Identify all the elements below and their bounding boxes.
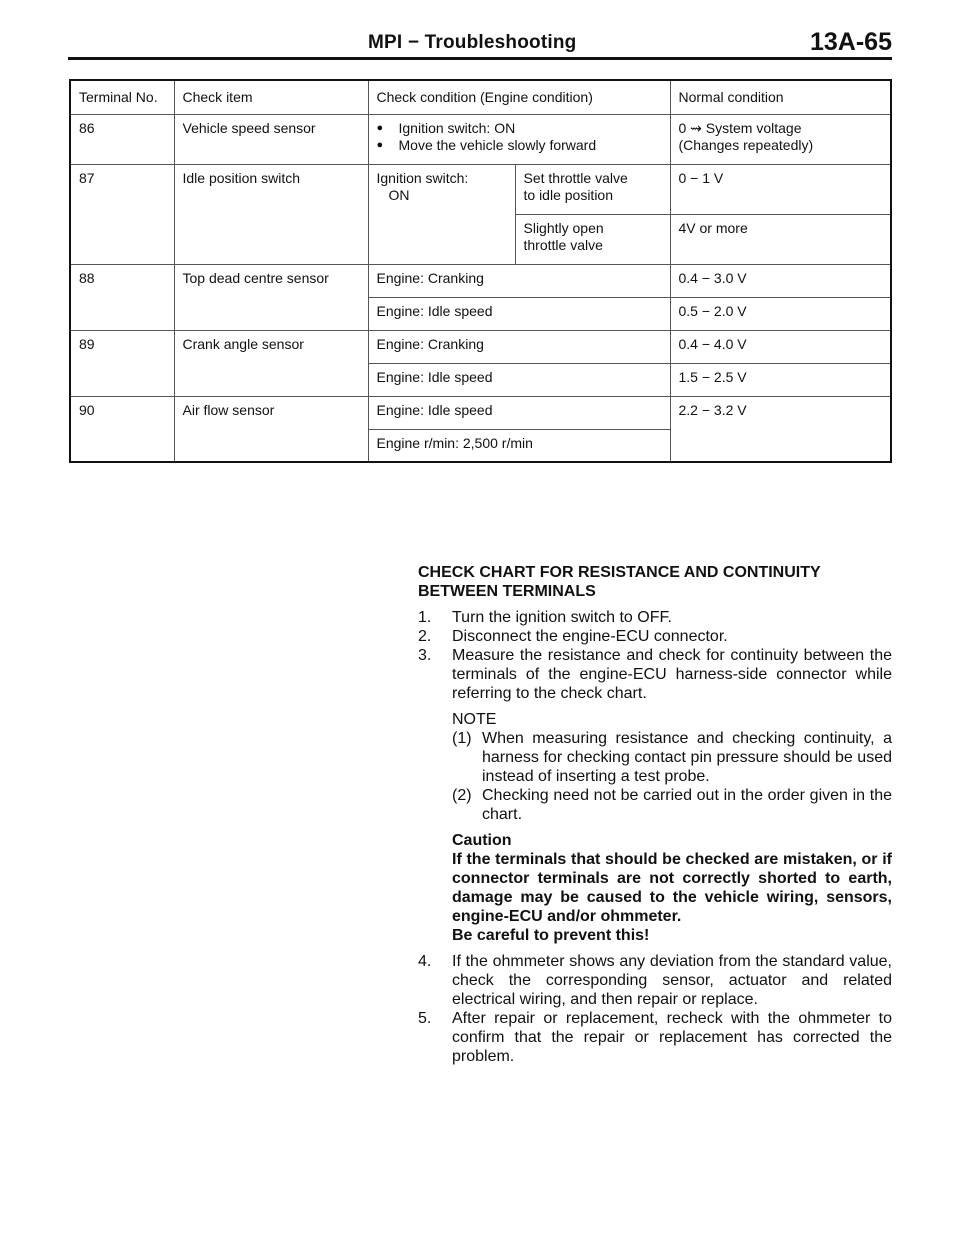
check-condition-cell: [368, 114, 670, 164]
terminal-cell: 87: [70, 164, 174, 264]
caution-label: Caution: [452, 832, 512, 849]
normal-condition-cell: 0 − 1 V: [670, 164, 891, 214]
note-text: Checking need not be carried out in the order given in the chart.: [482, 787, 892, 823]
check-condition-cell: Engine: Cranking: [368, 264, 670, 297]
note-number: (2): [452, 787, 472, 804]
normal-condition-cell: 0.4 − 3.0 V: [670, 264, 891, 297]
step-text: Turn the ignition switch to OFF.: [452, 609, 672, 626]
condition-line: ON: [388, 186, 410, 203]
normal-condition-cell: [670, 114, 891, 164]
step-number: 1.: [418, 609, 432, 626]
condition-line: to idle position: [523, 186, 614, 203]
column-header-check-condition: Check condition (Engine condition): [368, 80, 670, 114]
step-number: 2.: [418, 628, 432, 645]
table-row: [70, 396, 891, 429]
column-header-terminal: Terminal No.: [70, 80, 174, 114]
note-item: [452, 786, 892, 824]
step-text: After repair or replacement, recheck with the ohmmeter to confirm that the repair or replacement has corrected the problem.: [452, 1010, 892, 1065]
normal-condition-cell: 0.4 − 4.0 V: [670, 330, 891, 363]
heading-line: CHECK CHART FOR RESISTANCE AND CONTINUITY: [418, 564, 821, 581]
note-label: NOTE: [452, 711, 497, 728]
check-condition-cell: [368, 164, 515, 264]
check-item-cell: Vehicle speed sensor: [174, 114, 368, 164]
check-item-cell: Top dead centre sensor: [174, 264, 368, 330]
caution-text: If the terminals that should be checked are mistaken, or if connector terminals are not correctly shorted to earth, damage may be caused to the vehicle wiring, sensors, engine-ECU and/or ohmmeter.: [452, 851, 892, 925]
condition-line: Ignition switch:: [376, 169, 469, 186]
step-text: Measure the resistance and check for continuity between the terminals of the engine-ECU harness-side connector while referring to the check chart.: [452, 647, 892, 702]
normal-condition-cell: 2.2 − 3.2 V: [670, 396, 891, 462]
check-item-cell: Idle position switch: [174, 164, 368, 264]
terminal-check-table: [69, 79, 892, 463]
terminal-cell: 86: [70, 114, 174, 164]
terminal-cell: 89: [70, 330, 174, 396]
condition-line: Set throttle valve: [523, 169, 628, 186]
table-header-row: [70, 80, 891, 114]
section-title: MPI − Troubleshooting: [368, 32, 577, 53]
column-header-check-item: Check item: [174, 80, 368, 114]
normal-condition-cell: 0.5 − 2.0 V: [670, 297, 891, 330]
check-item-cell: Air flow sensor: [174, 396, 368, 462]
step-number: 5.: [418, 1010, 432, 1027]
step-text: If the ohmmeter shows any deviation from the standard value, check the corresponding sensor, actuator and related electrical wiring, and then repair or replace.: [452, 953, 892, 1008]
procedure-step: [418, 646, 892, 703]
bullet-item: ● Ignition switch: ON: [377, 120, 664, 137]
table-row: [70, 164, 891, 214]
check-item-cell: Crank angle sensor: [174, 330, 368, 396]
check-condition-cell: Engine: Cranking: [368, 330, 670, 363]
column-header-normal-condition: Normal condition: [670, 80, 891, 114]
normal-condition-cell: 4V or more: [670, 214, 891, 264]
check-condition-cell: Engine: Idle speed: [368, 363, 670, 396]
sub-condition-cell: [515, 164, 670, 214]
procedure-step: [418, 952, 892, 1009]
caution-end: Be careful to prevent this!: [452, 927, 650, 944]
terminal-cell: 90: [70, 396, 174, 462]
note-text: When measuring resistance and checking continuity, a harness for checking contact pin pressure should be used instead of inserting a test probe.: [482, 730, 892, 785]
terminal-cell: 88: [70, 264, 174, 330]
normal-note: (Changes repeatedly): [678, 136, 814, 153]
note-item: [452, 729, 892, 786]
step-text: Disconnect the engine-ECU connector.: [452, 628, 728, 645]
procedure-step: [418, 608, 892, 627]
page-header: [68, 28, 892, 60]
check-condition-cell: Engine: Idle speed: [368, 396, 670, 429]
table-row: [70, 264, 891, 297]
bullet-item: ● Move the vehicle slowly forward: [377, 137, 664, 154]
procedure-step: [418, 627, 892, 646]
note-block: [418, 710, 892, 824]
step-number: 3.: [418, 647, 432, 664]
procedure-heading: [418, 563, 892, 601]
sub-condition-cell: [515, 214, 670, 264]
condition-line: throttle valve: [523, 236, 603, 253]
heading-line: BETWEEN TERMINALS: [418, 583, 596, 600]
check-condition-cell: Engine r/min: 2,500 r/min: [368, 429, 670, 462]
check-condition-cell: Engine: Idle speed: [368, 297, 670, 330]
header-rule: [68, 57, 892, 60]
caution-block: [418, 831, 892, 945]
page-number: 13A-65: [810, 28, 892, 56]
table-row: [70, 114, 891, 164]
condition-line: Slightly open: [523, 219, 604, 236]
step-number: 4.: [418, 953, 432, 970]
normal-value: 0 ⇝ System voltage: [678, 119, 802, 136]
normal-condition-cell: 1.5 − 2.5 V: [670, 363, 891, 396]
procedure-step: [418, 1009, 892, 1066]
note-number: (1): [452, 730, 472, 747]
table-row: [70, 330, 891, 363]
procedure-section: [418, 563, 892, 1066]
